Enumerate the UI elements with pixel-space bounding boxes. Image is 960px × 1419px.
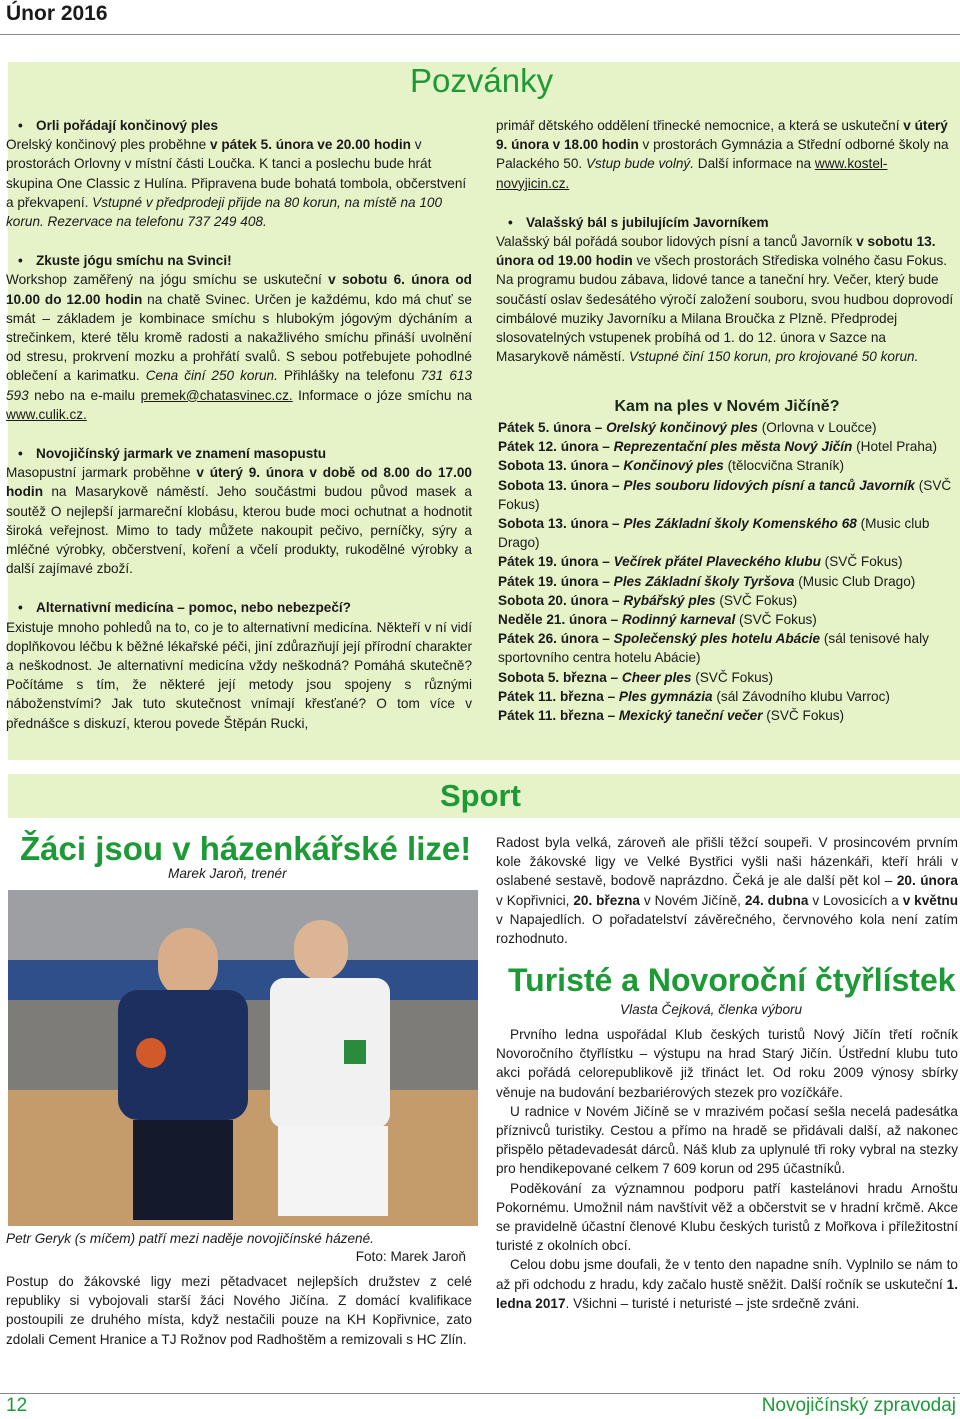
invitations-right-column	[496, 116, 958, 366]
photo-credit: Foto: Marek Jaroň	[355, 1249, 466, 1264]
magazine-name: Novojičínský zpravodaj	[761, 1395, 956, 1416]
invitations-section-title: Pozvánky	[410, 62, 554, 99]
email-link[interactable]: premek@chatasvinec.cz.	[140, 387, 293, 403]
page-number: 12	[6, 1395, 28, 1416]
header-divider	[0, 34, 960, 35]
invitation-heading: • Alternativní medicína – pomoc, nebo nebezpečí?	[6, 598, 472, 617]
ball-list-item: Pátek 19. února – Ples Základní školy Tyršova (Music Club Drago)	[498, 573, 916, 589]
issue-month: Únor 2016	[6, 2, 108, 25]
tourists-article-title: Turisté a Novoroční čtyřlístek	[508, 962, 956, 998]
ball-list-item: Pátek 12. února – Reprezentační ples města Nový Jičín (Hotel Praha)	[498, 439, 937, 455]
ball-list	[496, 398, 958, 725]
ball-list-item: Pátek 19. února – Večírek přátel Plaveckého klubu (SVČ Fokus)	[498, 554, 903, 570]
ball-list-item: Pátek 11. března – Mexický taneční večer (SVČ Fokus)	[498, 708, 845, 724]
ball-list-item: Pátek 5. února – Orelský končinový ples (Orlovna v Loučce)	[498, 420, 877, 435]
article-paragraph: Prvního ledna uspořádal Klub českých turistů Nový Jičín třetí ročník Novoročního čtyřlístku – výstupu na hrad Starý Jičín. Ústřední klubu tuto akci pořádá celorepublikově již třináct let. Od roku 2009 výnosy sbírky věnuje na budování bezbariérových stezek pro vozíčkáře.	[496, 1027, 958, 1100]
ball-list-item: Sobota 5. března – Cheer ples (SVČ Fokus)	[498, 669, 773, 685]
ball-list-item: Sobota 13. února – Ples Základní školy Komenského 68 (Music club Drago)	[498, 516, 930, 551]
handball-article-body: Postup do žákovské ligy mezi pětadvacet nejlepších družstev z celé republiky si vybojovali starší žáci Nového Jičína. Z domácí kvalifikace postoupili ze druhého místa, když nestačili pouze na KH Kopřivnice, zato zdolali Cement Hranice a TJ Rožnov pod Radhoštěm a remizovali s HC Zlín.	[6, 1274, 472, 1347]
article-paragraph: Poděkování za významnou podporu patří kastelánovi hradu Arnoštu Pokornému. Umožnil nám navštívit věž a občerstvit se v hradní krčmě. Akce se pravidelně účastní členové Klubu českých turistů z Mořkova i příležitostní turisté z okolních obcí.	[496, 1180, 958, 1254]
footer-divider	[0, 1393, 960, 1394]
photo-caption: Petr Geryk (s míčem) patří mezi naděje novojičínské házené. Foto: Marek Jaroň	[6, 1230, 472, 1266]
invitation-heading: • Orli pořádají končinový ples	[6, 116, 472, 135]
ball-list-item: Sobota 13. února – Končinový ples (tělocvična Straník)	[498, 458, 844, 474]
invitation-text: Valašský bál pořádá soubor lidových písní a tanců Javorník v sobotu 13. února od 19.00 hodin ve všech prostorách Střediska volného času Fokus. Na programu budou zábava, lidové tance a taneční hry. Večer, který bude součástí oslav šedesátého výročí založení souboru, svou hudbou doprovodí cimbálové muziky Javorníku a Milana Broučka z Plzně. Předprodej slosovatelných vstupenek probíhá od 1. do 12. února v Sazce na Masarykově náměstí. Vstupné činí 150 korun, pro krojované 50 korun.	[496, 234, 954, 365]
ball-list-title: Kam na ples v Novém Jičíně?	[614, 398, 840, 415]
invitation-text: Masopustní jarmark proběhne v úterý 9. února v době od 8.00 do 17.00 hodin na Masarykově náměstí. Jeho součástmi budou původ masek a soutěž O nejlepší jarmareční klobásu, kterou bude moci ochutnat a hodnotit široká veřejnost. Mimo to tady můžete nakoupit pečivo, perníčky, sýry a mléčné výrobky, občerstvení, koření a včelí produkty, rukodělné výrobky a další zajímavé zboží.	[6, 465, 472, 577]
invitation-text: primář dětského oddělení třinecké nemocnice, a která se uskuteční v úterý 9. února v 18.00 hodin v prostorách Gymnázia a Střední odborné školy na Palackého 50. Vstup bude volný. Další informace na www.kostel-novyjicin.cz.	[496, 118, 949, 191]
invitations-left-column	[6, 116, 472, 733]
web-link[interactable]: www.kostel-novyjicin.cz.	[496, 156, 888, 191]
ball-list-item: Sobota 20. února – Rybářský ples (SVČ Fokus)	[498, 592, 798, 608]
invitation-heading: • Novojičínský jarmark ve znamení masopustu	[6, 444, 472, 463]
invitation-text: Orelský končinový ples proběhne v pátek 5. února ve 20.00 hodin v prostorách Orlovny v místní části Loučka. K tanci a poslechu bude hrát skupina One Classic z Hulína. Připravena bude bohatá tombola, občerstvení a překvapení. Vstupné v předprodeji přijde na 80 korun, na místě na 100 korun. Rezervace na telefonu 737 249 408.	[6, 137, 467, 230]
ball-list-item: Neděle 21. února – Rodinný karneval (SVČ Fokus)	[498, 612, 817, 628]
handball-article-continuation: Radost byla velká, zároveň ale přišli těžcí soupeři. V prosincovém prvním kole žákovské ligy ve Velké Bystřici vyšli naši házenkáři, kteří hráli v oslabené sestavě, bodově naprázdno. Čeká je ale další pět kol – 20. února v Kopřivnici, 20. března v Novém Jičíně, 24. dubna v Lovosicích a v květnu v Napajedlích. O pořadatelství závěrečného, červnového kola není zatím rozhodnuto.	[496, 835, 958, 947]
invitation-heading: • Zkuste jógu smíchu na Svinci!	[6, 251, 472, 270]
handball-article-author: Marek Jaroň, trenér	[168, 866, 287, 881]
ball-list-item: Pátek 11. března – Ples gymnázia (sál Závodního klubu Varroc)	[498, 688, 890, 704]
handball-article-title: Žáci jsou v házenkářské lize!	[20, 830, 472, 867]
article-paragraph: U radnice v Novém Jičíně se v mrazivém počasí sešla necelá padesátka příznivců turistiky. Cestou a přímo na hradě se přidávali další, až nakonec přispělo pětadevadesát dárců. Náš klub za uplynulé tři roky vybral na stezky pro hendikepované celkem 7 609 korun od 295 účastníků.	[496, 1103, 958, 1177]
invitation-text: Existuje mnoho pohledů na to, co je to alternativní medicína. Někteří v ní vidí doplňkovou léčbu k běžné lékařské péči, jiní zdůrazňují její přírodní charakter a neškodnost. Je alternativní medicína vždy neškodná? Pomáhá skutečně? Počítáme s tím, že některé její metody jsou spojeny s různými náboženstvími? Jak tuto skutečnost vnímají křesťané? O tom více v přednášce s diskuzí, kterou povede Štěpán Rucki,	[6, 619, 472, 731]
handball-photo	[8, 890, 478, 1226]
invitation-text: Workshop zaměřený na jógu smíchu se uskuteční v sobotu 6. února od 10.00 do 12.00 hodin na chatě Svinec. Určen je každému, kdo má chuť se smát – základem je kombinace smíchu s hlubokým jógovým dýcháním a strečinkem, které tělu kromě radosti a nakažlivého smíchu přináší uvolnění od stresu, prokrvení mozku a prohřátí svalů. S sebou potřebujete pohodlné oblečení a karimatku. Cena činí 250 korun. Přihlášky na telefonu 731 613 593 nebo na e-mailu premek@chatasvinec.cz. Informace o józe smíchu na www.culik.cz.	[6, 272, 473, 422]
sport-section-title: Sport	[440, 778, 521, 813]
tourists-article-author: Vlasta Čejková, členka výboru	[620, 1002, 803, 1017]
ball-list-item: Pátek 26. února – Společenský ples hotelu Abácie (sál tenisové haly sportovního centra hotelu Abácie)	[498, 631, 929, 666]
web-link[interactable]: www.culik.cz.	[6, 406, 87, 422]
article-paragraph: Celou dobu jsme doufali, že v tento den napadne sníh. Vyplnilo se nám to až při odchodu z hradu, kdy začalo hustě sněžit. Další ročník se uskuteční 1. ledna 2017. Všichni – turisté i neturisté – jste srdečně zváni.	[496, 1257, 958, 1311]
ball-list-item: Sobota 13. února – Ples souboru lidových písní a tanců Javorník (SVČ Fokus)	[498, 477, 952, 512]
invitation-heading: • Valašský bál s jubilujícím Javorníkem	[496, 213, 958, 232]
tourists-article-body	[496, 1025, 958, 1313]
